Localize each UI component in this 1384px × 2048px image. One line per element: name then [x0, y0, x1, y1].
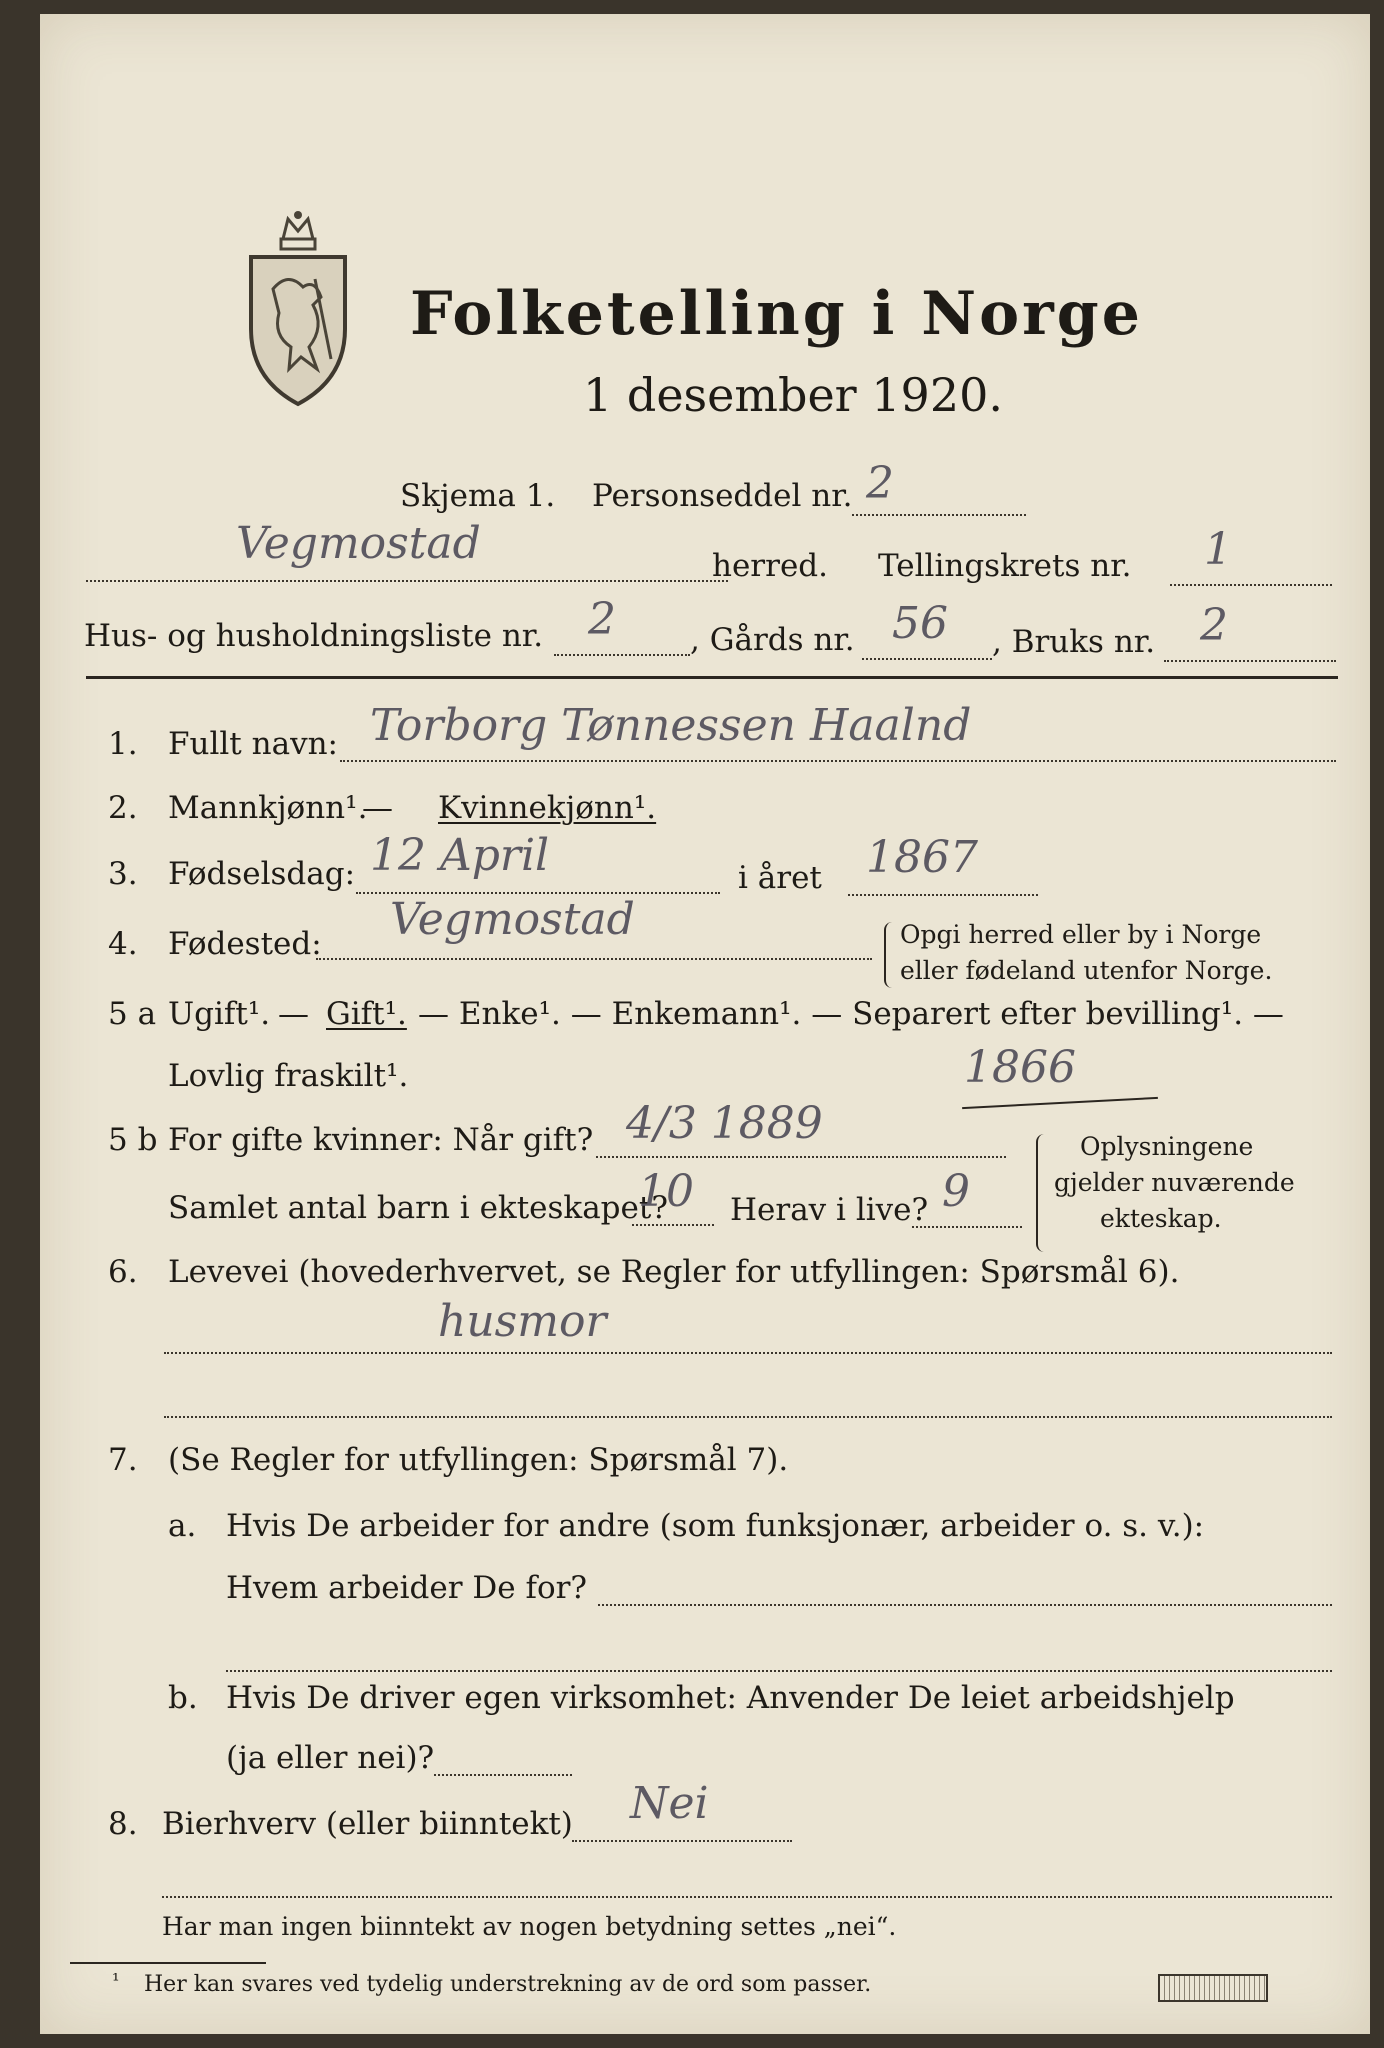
q1-label: Fullt navn:: [168, 726, 338, 762]
q4-label: Fødested:: [168, 926, 322, 962]
q1-field-line: [340, 760, 1336, 762]
q7a-text: Hvis De arbeider for andre (som funksjonær, arbeider o. s. v.):: [226, 1508, 1205, 1544]
gards-label: , Gårds nr.: [690, 622, 855, 658]
bruks-value: 2: [1200, 600, 1228, 651]
q4-note-line1: Opgi herred eller by i Norge: [900, 920, 1262, 949]
q5b-note-brace: [1036, 1134, 1048, 1252]
q7b-field-line: [434, 1774, 572, 1776]
q5a-margin-note: 1866: [964, 1042, 1076, 1093]
bruks-label: , Bruks nr.: [992, 624, 1156, 660]
q8-label: Bierhverv (eller biinntekt): [162, 1806, 573, 1842]
q4-note-line2: eller fødeland utenfor Norge.: [900, 956, 1273, 985]
q1-number: 1.: [108, 726, 138, 762]
q7b-letter: b.: [168, 1680, 198, 1716]
q7b-text: Hvis De driver egen virksomhet: Anvender De leiet arbeidshjelp: [226, 1680, 1235, 1716]
header-divider: [86, 676, 1338, 679]
q5a-lovlig-fraskilt: Lovlig fraskilt¹.: [168, 1058, 409, 1094]
q5b-number: 5 b: [108, 1122, 158, 1158]
q6-value: husmor: [438, 1296, 607, 1347]
q5a-ugift: Ugift¹.: [168, 996, 271, 1032]
q5b-live-label: Herav i live?: [730, 1192, 929, 1228]
q7b-question: (ja eller nei)?: [226, 1740, 435, 1776]
q3-number: 3.: [108, 856, 138, 892]
q5b-label: For gifte kvinner: Når gift?: [168, 1122, 594, 1158]
q3-year-field-line: [848, 894, 1038, 896]
personseddel-label: Personseddel nr.: [592, 478, 853, 514]
q5b-note-line2: gjelder nuværende: [1054, 1168, 1295, 1197]
q8-value: Nei: [630, 1778, 709, 1829]
q5b-live-field-line: [912, 1226, 1022, 1228]
q3-value: 12 April: [370, 830, 550, 881]
form-title: Folketelling i Norge: [410, 279, 1143, 349]
hus-value: 2: [588, 594, 616, 645]
bruks-field-line: [1164, 660, 1336, 662]
q7-label: (Se Regler for utfyllingen: Spørsmål 7).: [168, 1442, 789, 1478]
hus-label: Hus- og husholdningsliste nr.: [84, 618, 544, 654]
schema-label: Skjema 1.: [400, 478, 556, 514]
q4-number: 4.: [108, 926, 138, 962]
q7a-question: Hvem arbeider De for?: [226, 1570, 588, 1606]
q5a-gift-wrap: [326, 996, 407, 1032]
personseddel-value: 2: [866, 458, 894, 509]
q2-kvinne: Kvinnekjønn¹.: [438, 790, 657, 826]
q8-field-line: [572, 1840, 792, 1842]
q2-kvinne-wrap: [438, 790, 656, 826]
census-form-page: [40, 14, 1370, 2034]
q1-value: Torborg Tønnessen Haalnd: [370, 700, 972, 751]
q2-number: 2.: [108, 790, 138, 826]
q5b-note-line1: Oplysningene: [1080, 1132, 1254, 1161]
q4-note-brace: [884, 922, 896, 988]
herred-value: Vegmostad: [236, 518, 481, 569]
q6-field-line-2: [164, 1416, 1332, 1418]
q6-label: Levevei (hovederhvervet, se Regler for utfyllingen: Spørsmål 6).: [168, 1254, 1180, 1290]
gards-field-line: [862, 658, 992, 660]
q5b-note-line3: ekteskap.: [1100, 1204, 1222, 1233]
printer-mark-icon: [1158, 1974, 1268, 2002]
tellingskrets-label: Tellingskrets nr.: [878, 548, 1132, 584]
q7a-field-line-1: [598, 1604, 1332, 1606]
q6-number: 6.: [108, 1254, 138, 1290]
q7a-field-line-2: [226, 1670, 1332, 1672]
q5a-dash: —: [278, 996, 309, 1032]
q5a-margin-underline: [962, 1097, 1158, 1109]
q5b-barn-value: 10: [638, 1166, 694, 1217]
q7a-letter: a.: [168, 1508, 197, 1544]
norwegian-coat-of-arms-icon: [243, 209, 353, 409]
q2-mann: Mannkjønn¹.: [168, 790, 368, 826]
personseddel-field-line: [852, 514, 1026, 516]
census-date: 1 desember 1920.: [583, 368, 1003, 422]
footnote-mark: ¹: [112, 1970, 120, 1992]
q5a-gift: Gift¹.: [326, 996, 407, 1032]
q4-field-line: [316, 958, 872, 960]
q8-field-line-2: [162, 1896, 1332, 1898]
q3-year-label: i året: [738, 860, 822, 896]
q5b-barn-label: Samlet antal barn i ekteskapet?: [168, 1190, 668, 1226]
herred-field-line: [86, 580, 728, 582]
footnote-text: Her kan svares ved tydelig understrekning av de ord som passer.: [144, 1972, 872, 1997]
q3-year-value: 1867: [866, 832, 978, 883]
q7-number: 7.: [108, 1442, 138, 1478]
tellingskrets-value: 1: [1204, 524, 1232, 575]
footnote-divider: [70, 1962, 266, 1964]
q5a-rest: — Enke¹. — Enkemann¹. — Separert efter bevilling¹. —: [418, 996, 1284, 1032]
q3-label: Fødselsdag:: [168, 856, 356, 892]
q5b-field-line: [596, 1156, 1006, 1158]
hus-field-line: [554, 654, 690, 656]
q8-number: 8.: [108, 1806, 138, 1842]
q5b-barn-field-line: [632, 1224, 714, 1226]
tellingskrets-field-line: [1170, 584, 1332, 586]
herred-label: herred.: [712, 548, 828, 584]
gards-value: 56: [892, 598, 948, 649]
q4-value: Vegmostad: [390, 894, 635, 945]
q2-dash: —: [362, 790, 393, 826]
q5b-value: 4/3 1889: [626, 1098, 823, 1149]
footer-note: Har man ingen biinntekt av nogen betydning settes „nei“.: [162, 1912, 897, 1941]
q5a-number: 5 a: [108, 996, 157, 1032]
q6-field-line-1: [164, 1352, 1332, 1354]
q5b-live-value: 9: [942, 1166, 970, 1217]
